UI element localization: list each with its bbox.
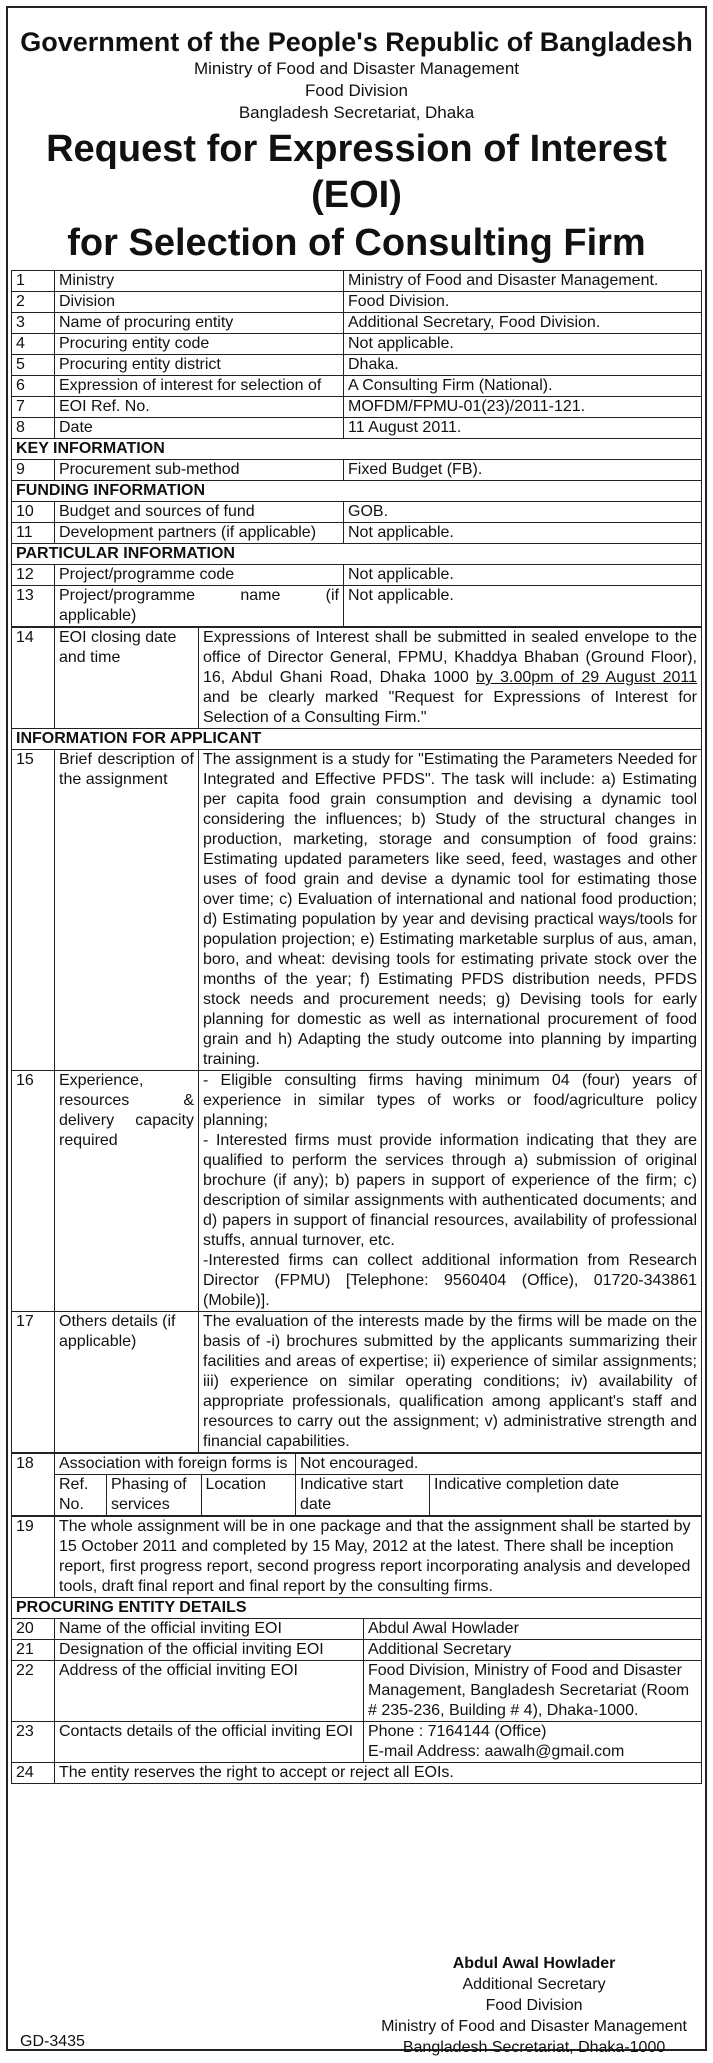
row-number: 4 <box>12 334 55 355</box>
table-row <box>12 586 702 627</box>
section-procuring-entity-details: PROCURING ENTITY DETAILS <box>12 1598 702 1619</box>
signatory-division: Food Division <box>485 1997 583 2014</box>
notice-title-line2: for Selection of Consulting Firm <box>67 222 646 264</box>
column-completion-date: Indicative completion date <box>430 1475 702 1516</box>
table-row <box>12 1763 702 1784</box>
row-value: Not applicable. <box>344 334 702 355</box>
table-row <box>12 292 702 313</box>
section-particular-information: PARTICULAR INFORMATION <box>12 544 702 565</box>
row-number: 6 <box>12 376 55 397</box>
row-label: Brief description of the assignment <box>55 750 199 1071</box>
table-row <box>12 376 702 397</box>
column-ref-no: Ref. No. <box>55 1475 107 1516</box>
table-row <box>12 1517 702 1598</box>
row-label: Project/programme code <box>55 565 344 586</box>
row-number: 5 <box>12 355 55 376</box>
table-row <box>12 334 702 355</box>
row-value <box>199 628 702 729</box>
row-value: Fixed Budget (FB). <box>344 460 702 481</box>
signature-block <box>381 1953 687 2058</box>
closing-deadline: by 3.00pm of 29 August 2011 <box>476 669 698 686</box>
signatory-name: Abdul Awal Howlader <box>452 1955 616 1972</box>
eoi-table-top <box>11 270 702 627</box>
row-value: Additional Secretary, Food Division. <box>344 313 702 334</box>
row-label: EOI closing date and time <box>55 628 199 729</box>
row-value: Not applicable. <box>344 586 702 627</box>
table-row <box>12 355 702 376</box>
row-label: Project/programme name (if applicable) <box>55 586 344 627</box>
ministry-name: Ministry of Food and Disaster Management <box>193 59 520 78</box>
phasing-header-row <box>12 1475 702 1516</box>
row-number: 10 <box>12 502 55 523</box>
closing-text-end: and be clearly marked "Request for Expressions of Interest for Selection of a Consulting Firm." <box>203 689 697 726</box>
row-value: Dhaka. <box>344 355 702 376</box>
table-row <box>12 628 702 729</box>
table-row <box>12 1454 702 1475</box>
row-value: The whole assignment will be in one package and that the assignment shall be started by 15 October 2011 and completed by 15 May, 2012 at the latest. There shall be inception report, first progress report, second progress report incorporating analysis and developed tools, draft final report and final report by the consulting firms. <box>55 1517 702 1598</box>
row-label: Procuring entity code <box>55 334 344 355</box>
row-value: GOB. <box>344 502 702 523</box>
row-number: 14 <box>12 628 55 729</box>
row-value: MOFDM/FPMU-01(23)/2011-121. <box>344 397 702 418</box>
section-heading-row <box>12 439 702 460</box>
row-value <box>364 1722 702 1763</box>
row-label: Association with foreign forms is <box>55 1454 296 1475</box>
row-label: Others details (if applicable) <box>55 1312 199 1453</box>
division-name: Food Division <box>305 81 408 100</box>
column-location: Location <box>201 1475 296 1516</box>
eoi-table-middle <box>11 627 702 1453</box>
table-row <box>12 397 702 418</box>
row-number: 21 <box>12 1640 55 1661</box>
row-value <box>199 1071 702 1312</box>
notice-header <box>8 8 705 266</box>
signatory-designation: Additional Secretary <box>462 1976 606 1993</box>
eoi-table-bottom <box>11 1516 702 1784</box>
contact-email: E-mail Address: aawalh@gmail.com <box>368 1743 625 1760</box>
requirement-paragraph: -Interested firms can collect additional information from Research Director (FPMU) [Telephone: 9560404 (Office), 01720-343861 (Mobile)]. <box>203 1252 697 1309</box>
requirement-paragraph: - Interested firms must provide information indicating that they are qualified to perform the services through a) submission of original brochure (if any); b) papers in support of experience of the firm; c) description of similar assignments with authenticated documents; and d) papers in support of financial resources, availability of professional stuffs, annual turnover, etc. <box>203 1132 697 1249</box>
table-row <box>12 1312 702 1453</box>
row-number: 9 <box>12 460 55 481</box>
row-number: 8 <box>12 418 55 439</box>
table-row <box>12 1071 702 1312</box>
row-value: Food Division, Ministry of Food and Disaster Management, Bangladesh Secretariat (Room # 235-236, Building # 4), Dhaka-1000. <box>364 1661 702 1722</box>
table-row <box>12 1661 702 1722</box>
row-value: 11 August 2011. <box>344 418 702 439</box>
row-number: 13 <box>12 586 55 627</box>
section-information-for-applicant: INFORMATION FOR APPLICANT <box>12 729 702 750</box>
signatory-address: Bangladesh Secretariat, Dhaka-1000 <box>402 2039 666 2056</box>
row-number: 1 <box>12 271 55 292</box>
row-label: Address of the official inviting EOI <box>55 1661 364 1722</box>
row-label: Procurement sub-method <box>55 460 344 481</box>
notice-title-line1: Request for Expression of Interest (EOI) <box>46 128 667 216</box>
footer-code: GD-3435 <box>20 2033 85 2050</box>
row-number: 3 <box>12 313 55 334</box>
row-value: Abdul Awal Howlader <box>364 1619 702 1640</box>
row-value: The entity reserves the right to accept or reject all EOIs. <box>55 1763 702 1784</box>
contact-phone: Phone : 7164144 (Office) <box>368 1723 547 1740</box>
table-row <box>12 1619 702 1640</box>
secretariat-address: Bangladesh Secretariat, Dhaka <box>238 103 475 122</box>
row-label: Name of the official inviting EOI <box>55 1619 364 1640</box>
closing-text: Expressions of Interest shall be submitted in sealed envelope to the office of Director General, FPMU, Khaddya Bhaban (Ground Floor), 16, Abdul Ghani Road, Dhaka 1000 <box>203 629 697 686</box>
row-number: 7 <box>12 397 55 418</box>
section-heading-row <box>12 544 702 565</box>
table-row <box>12 750 702 1071</box>
column-phasing: Phasing of services <box>107 1475 201 1516</box>
table-row <box>12 271 702 292</box>
row-value: Food Division. <box>344 292 702 313</box>
row-number: 11 <box>12 523 55 544</box>
row-label: Designation of the official inviting EOI <box>55 1640 364 1661</box>
row-label: Budget and sources of fund <box>55 502 344 523</box>
row-number: 12 <box>12 565 55 586</box>
table-row <box>12 1722 702 1763</box>
row-label: Date <box>55 418 344 439</box>
section-funding-information: FUNDING INFORMATION <box>12 481 702 502</box>
table-row <box>12 565 702 586</box>
row-number: 23 <box>12 1722 55 1763</box>
requirement-paragraph: - Eligible consulting firms having minimum 04 (four) years of experience in similar types of works or food/agriculture policy planning; <box>203 1072 697 1129</box>
row-label: Ministry <box>55 271 344 292</box>
row-value: Ministry of Food and Disaster Management. <box>344 271 702 292</box>
row-number: 24 <box>12 1763 55 1784</box>
section-key-information: KEY INFORMATION <box>12 439 702 460</box>
table-row <box>12 418 702 439</box>
row-number: 17 <box>12 1312 55 1453</box>
eoi-notice <box>6 6 707 2056</box>
row-number: 2 <box>12 292 55 313</box>
row-value: The assignment is a study for "Estimating the Parameters Needed for Integrated and Effective PFDS". The task will include: a) Estimating per capita food grain consumption and devising a dynamic tool considering the influences; b) Study of the structural changes in production, marketing, storage and consumption of food grains: Estimating updated parameters like seed, feed, wastages and other uses of food grain and devise a dynamic tool for estimating those over time; c) Evaluation of international and national food production; d) Estimating population by year and devising practical ways/tools for population projection; e) Estimating marketable surplus of aus, aman, boro, and wheat: devising tools for estimating private stock over the months of the year; f) Estimating PFDS distribution needs, PFDS stock needs and procurement needs; g) Devising tools for early planning for domestic as well as international procurement of food grain and h) Adapting the study outcome into planning by imparting training. <box>199 750 702 1071</box>
eoi-table-association <box>11 1453 702 1516</box>
row-label: EOI Ref. No. <box>55 397 344 418</box>
row-number: 18 <box>12 1454 55 1516</box>
row-number: 19 <box>12 1517 55 1598</box>
table-row <box>12 1640 702 1661</box>
row-label: Expression of interest for selection of <box>55 376 344 397</box>
column-start-date: Indicative start date <box>296 1475 430 1516</box>
row-label: Procuring entity district <box>55 355 344 376</box>
row-label: Contacts details of the official inviting EOI <box>55 1722 364 1763</box>
row-number: 15 <box>12 750 55 1071</box>
row-number: 20 <box>12 1619 55 1640</box>
row-label: Development partners (if applicable) <box>55 523 344 544</box>
row-value: A Consulting Firm (National). <box>344 376 702 397</box>
table-row <box>12 313 702 334</box>
row-value: Not applicable. <box>344 523 702 544</box>
government-heading: Government of the People's Republic of Bangladesh <box>20 27 693 57</box>
signatory-ministry: Ministry of Food and Disaster Management <box>381 2018 687 2035</box>
row-value: Not encouraged. <box>296 1454 702 1475</box>
row-value: Not applicable. <box>344 565 702 586</box>
section-heading-row <box>12 729 702 750</box>
table-row <box>12 460 702 481</box>
section-heading-row <box>12 1598 702 1619</box>
table-row <box>12 523 702 544</box>
row-label: Division <box>55 292 344 313</box>
row-value: Additional Secretary <box>364 1640 702 1661</box>
row-label: Name of procuring entity <box>55 313 344 334</box>
row-number: 22 <box>12 1661 55 1722</box>
row-number: 16 <box>12 1071 55 1312</box>
table-row <box>12 502 702 523</box>
section-heading-row <box>12 481 702 502</box>
row-value: The evaluation of the interests made by the firms will be made on the basis of -i) brochures submitted by the applicants summarizing their facilities and areas of expertise; ii) experience of similar assignments; iii) experience on similar operating conditions; iv) availability of appropriate professionals, qualification among applicant's staff and resources to carry out the assignment; v) administrative strength and financial capabilities. <box>199 1312 702 1453</box>
row-label: Experience, resources & delivery capacity required <box>55 1071 199 1312</box>
